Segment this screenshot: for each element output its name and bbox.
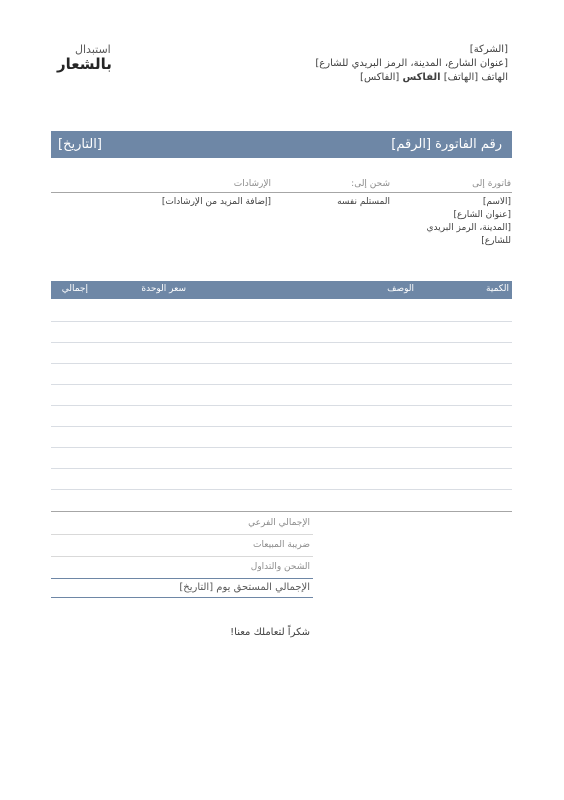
total-due-row <box>51 579 313 598</box>
instructions-label: الإرشادات <box>233 179 271 189</box>
shipping-row <box>51 557 313 579</box>
table-row <box>51 426 512 427</box>
table-row <box>51 511 512 512</box>
table-row <box>51 489 512 490</box>
fax-value: [الفاكس] <box>360 72 400 83</box>
thank-you-message: شكراً لتعاملك معنا! <box>230 627 310 638</box>
company-address: [عنوان الشارع، المدينة، الرمز البريدي للشارع] <box>315 58 508 69</box>
bill-to-line: [الاسم] <box>482 197 511 207</box>
subtotal-row <box>51 513 313 535</box>
table-row <box>51 384 512 385</box>
company-name: [الشركة] <box>469 44 508 55</box>
instructions-value: [إضافة المزيد من الإرشادات] <box>161 197 271 207</box>
table-row <box>51 447 512 448</box>
shipping-label: الشحن والتداول <box>250 562 310 572</box>
logo-line1: استبدال <box>75 43 111 56</box>
subtotal-label: الإجمالي الفرعي <box>248 518 310 528</box>
invoice-banner <box>51 131 512 158</box>
fax-label: الفاكس <box>402 72 441 83</box>
invoice-number-title: رقم الفاتورة [الرقم] <box>391 137 502 152</box>
quantity-header: الكمية <box>486 284 509 294</box>
total-due-label: الإجمالي المستحق يوم [التاريخ] <box>179 582 310 593</box>
unit-price-header: سعر الوحدة <box>141 284 186 294</box>
ship-to-value: المستلم نفسه <box>337 197 390 207</box>
tax-row <box>51 535 313 557</box>
table-row <box>51 321 512 322</box>
description-header: الوصف <box>387 284 414 294</box>
ship-to-label: شحن إلى: <box>351 179 390 189</box>
logo-line2: بالشعار <box>57 55 112 73</box>
table-row <box>51 405 512 406</box>
total-header: إجمالي <box>61 284 88 294</box>
table-row <box>51 468 512 469</box>
phone-label: الهاتف <box>481 72 508 83</box>
table-row <box>51 342 512 343</box>
items-table-header <box>51 281 512 299</box>
invoice-date: [التاريخ] <box>58 137 102 152</box>
info-divider <box>51 192 512 193</box>
tax-label: ضريبة المبيعات <box>253 540 310 550</box>
bill-to-label: فاتورة إلى <box>472 179 511 189</box>
phone-value: [الهاتف] <box>443 72 479 83</box>
bill-to-block <box>401 196 511 248</box>
bill-to-line: [المدينة، الرمز البريدي <box>426 223 511 233</box>
bill-to-line: للشارع] <box>481 236 511 246</box>
bill-to-line: [عنوان الشارع] <box>453 210 511 220</box>
company-block <box>248 43 508 85</box>
company-contact <box>248 71 508 85</box>
table-row <box>51 363 512 364</box>
